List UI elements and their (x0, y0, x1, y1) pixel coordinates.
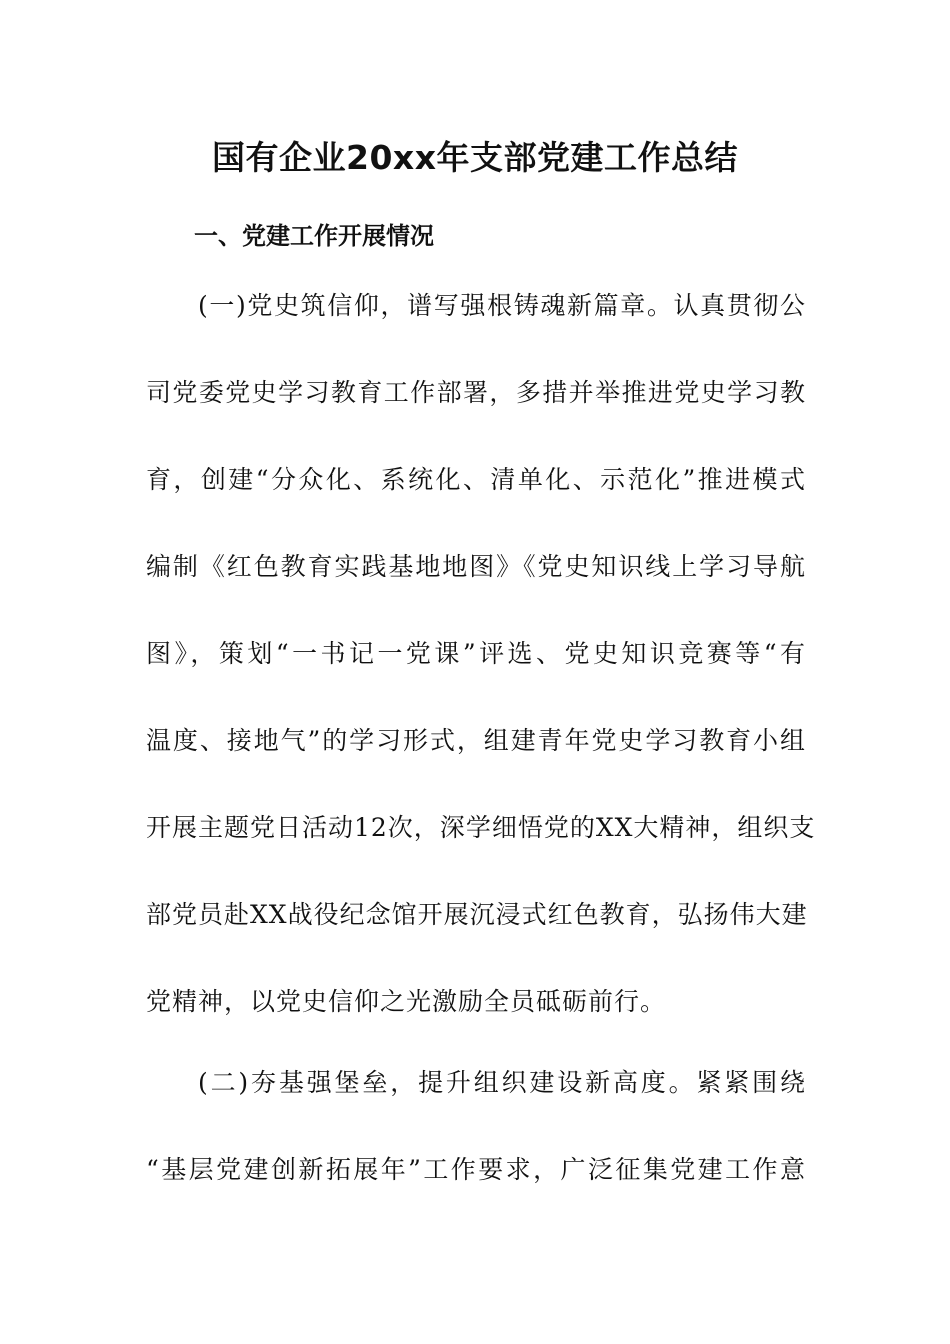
paragraph-line: 司党委党史学习教育工作部署，多措并举推进党史学习教 (146, 378, 806, 407)
paragraph-line: 温度、接地气”的学习形式，组建青年党史学习教育小组 (146, 726, 806, 755)
section-heading: 一、党建工作开展情况 (194, 222, 434, 250)
paragraph-line: 党精神，以党史信仰之光激励全员砥砺前行。 (146, 987, 667, 1016)
paragraph-2 (146, 1061, 806, 1235)
paragraph-line: 育，创建“分众化、系统化、清单化、示范化”推进模式 (146, 465, 806, 494)
paragraph-line: 部党员赴XX战役纪念馆开展沉浸式红色教育，弘扬伟大建 (146, 900, 808, 929)
paragraph-line: 编制《红色教育实践基地地图》《党史知识线上学习导航 (146, 552, 806, 581)
paragraph-line: 开展主题党日活动12次，深学细悟党的XX大精神，组织支 (146, 813, 816, 842)
paragraph-line: (二)夯基强堡垒，提升组织建设新高度。紧紧围绕 (198, 1068, 806, 1097)
paragraph-line: “基层党建创新拓展年”工作要求，广泛征集党建工作意 (146, 1155, 806, 1184)
paragraph-line: 图》，策划“一书记一党课”评选、党史知识竞赛等“有 (146, 639, 806, 668)
document-title: 国有企业20xx年支部党建工作总结 (212, 138, 738, 177)
paragraph-line: (一)党史筑信仰，谱写强根铸魂新篇章。认真贯彻公 (198, 291, 806, 320)
paragraph-1 (146, 284, 816, 1067)
